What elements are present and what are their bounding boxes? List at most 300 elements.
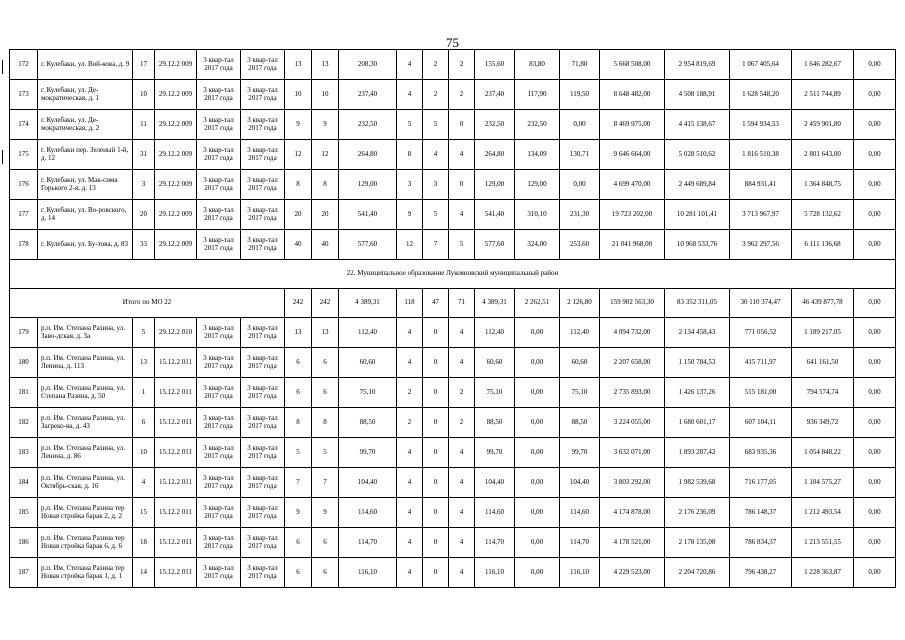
rooms-cell: 4 (397, 80, 423, 110)
relocated-area-cell: 114,60 (475, 498, 515, 528)
total-cost-cell: 3 803 292,00 (600, 468, 665, 498)
region-cost-cell: 1 816 510,38 (730, 140, 792, 170)
rooms-municipal-cell: 4 (449, 318, 475, 348)
table-row (10, 378, 896, 408)
local-cost-cell: 1 212 493,54 (792, 498, 854, 528)
other-cost-cell: 0,00 (854, 528, 896, 558)
deadline-quarter-cell: 3 квар-тал 2017 года (241, 230, 285, 260)
date-cell: 15.12.2 011 (155, 558, 197, 588)
table-row (10, 528, 896, 558)
rooms-municipal-cell: 0 (449, 170, 475, 200)
relocated-area-cell: 155,60 (475, 50, 515, 80)
fund-cost-cell: 4 415 138,67 (665, 110, 730, 140)
relocated-cell: 13 (312, 318, 339, 348)
region-cost-cell: 3 713 967,97 (730, 200, 792, 230)
total-area2: 4 389,31 (475, 289, 515, 318)
address-cell: г. Кулебаки, ул. Бу-това, д. 83 (38, 230, 133, 260)
rooms-owned-cell: 2 (423, 50, 449, 80)
margin-mark (2, 150, 3, 164)
relocated-cell: 8 (312, 170, 339, 200)
plan-quarter-cell: 3 квар-тал 2017 года (197, 408, 241, 438)
region-cost-cell: 1 594 934,53 (730, 110, 792, 140)
local-cost-cell: 1 213 551,55 (792, 528, 854, 558)
other-cost-cell: 0,00 (854, 318, 896, 348)
owned-area-cell: 0,00 (515, 438, 560, 468)
local-cost-cell: 1 189 217,05 (792, 318, 854, 348)
total-cost-cell: 2 207 658,00 (600, 348, 665, 378)
date-cell: 29.12.2 009 (155, 140, 197, 170)
total-area-cell: 237,40 (339, 80, 397, 110)
total-area-cell: 541,40 (339, 200, 397, 230)
building-count-cell: 6 (133, 408, 155, 438)
other-cost-cell: 0,00 (854, 200, 896, 230)
owned-area-cell: 83,80 (515, 50, 560, 80)
residents-cell: 8 (285, 170, 312, 200)
rooms-owned-cell: 5 (423, 110, 449, 140)
deadline-quarter-cell: 3 квар-тал 2017 года (241, 140, 285, 170)
total-k2: 47 (423, 289, 449, 318)
total-area-cell: 114,70 (339, 528, 397, 558)
owned-area-cell: 310,10 (515, 200, 560, 230)
local-cost-cell: 794 574,74 (792, 378, 854, 408)
date-cell: 15.12.2 011 (155, 528, 197, 558)
residents-cell: 5 (285, 438, 312, 468)
residents-cell: 8 (285, 408, 312, 438)
residents-cell: 10 (285, 80, 312, 110)
relocated-cell: 20 (312, 200, 339, 230)
total-row (10, 289, 896, 318)
plan-quarter-cell: 3 квар-тал 2017 года (197, 230, 241, 260)
relocated-cell: 13 (312, 50, 339, 80)
rooms-municipal-cell: 4 (449, 498, 475, 528)
address-cell: р.п. Им. Степана Разина, ул. Ленина, д. 113 (38, 348, 133, 378)
relocated-area-cell: 577,60 (475, 230, 515, 260)
owned-area-cell: 117,90 (515, 80, 560, 110)
residents-cell: 20 (285, 200, 312, 230)
relocated-cell: 6 (312, 558, 339, 588)
deadline-quarter-cell: 3 квар-тал 2017 года (241, 498, 285, 528)
row-number: 181 (10, 378, 38, 408)
address-cell: р.п. Им. Степана Разина, ул. Октябрь-ская, д. 16 (38, 468, 133, 498)
local-cost-cell: 1 228 363,87 (792, 558, 854, 588)
owned-area-cell: 0,00 (515, 498, 560, 528)
plan-quarter-cell: 3 квар-тал 2017 года (197, 200, 241, 230)
plan-quarter-cell: 3 квар-тал 2017 года (197, 318, 241, 348)
table-row (10, 230, 896, 260)
fund-cost-cell: 2 178 135,08 (665, 528, 730, 558)
rooms-cell: 8 (397, 140, 423, 170)
relocated-area-cell: 104,40 (475, 468, 515, 498)
local-cost-cell: 2 459 901,80 (792, 110, 854, 140)
row-number: 177 (10, 200, 38, 230)
deadline-quarter-cell: 3 квар-тал 2017 года (241, 200, 285, 230)
building-count-cell: 13 (133, 348, 155, 378)
rooms-municipal-cell: 2 (449, 80, 475, 110)
total-cost-cell: 4 094 732,00 (600, 318, 665, 348)
rooms-owned-cell: 4 (423, 140, 449, 170)
total-c1: 242 (285, 289, 312, 318)
table-row (10, 318, 896, 348)
municipal-area-cell: 130,71 (560, 140, 600, 170)
table-row (10, 438, 896, 468)
building-count-cell: 3 (133, 170, 155, 200)
date-cell: 15.12.2 011 (155, 378, 197, 408)
region-cost-cell: 786 834,37 (730, 528, 792, 558)
total-z: 0,00 (854, 289, 896, 318)
fund-cost-cell: 1 150 784,53 (665, 348, 730, 378)
plan-quarter-cell: 3 квар-тал 2017 года (197, 528, 241, 558)
municipal-area-cell: 114,60 (560, 498, 600, 528)
table-row (10, 140, 896, 170)
date-cell: 29.12.2 010 (155, 318, 197, 348)
total-c2: 242 (312, 289, 339, 318)
other-cost-cell: 0,00 (854, 408, 896, 438)
table-row (10, 200, 896, 230)
rooms-owned-cell: 0 (423, 528, 449, 558)
rooms-municipal-cell: 4 (449, 200, 475, 230)
relocated-cell: 8 (312, 408, 339, 438)
row-number: 178 (10, 230, 38, 260)
plan-quarter-cell: 3 квар-тал 2017 года (197, 558, 241, 588)
region-cost-cell: 515 181,00 (730, 378, 792, 408)
other-cost-cell: 0,00 (854, 50, 896, 80)
building-count-cell: 15 (133, 498, 155, 528)
rooms-owned-cell: 0 (423, 438, 449, 468)
building-count-cell: 31 (133, 140, 155, 170)
rooms-municipal-cell: 4 (449, 558, 475, 588)
fund-cost-cell: 2 204 720,86 (665, 558, 730, 588)
relocated-area-cell: 60,60 (475, 348, 515, 378)
local-cost-cell: 1 646 282,67 (792, 50, 854, 80)
rooms-municipal-cell: 2 (449, 408, 475, 438)
municipal-area-cell: 253,60 (560, 230, 600, 260)
rooms-municipal-cell: 4 (449, 140, 475, 170)
total-area-cell: 264,80 (339, 140, 397, 170)
residents-cell: 6 (285, 558, 312, 588)
relocated-cell: 5 (312, 438, 339, 468)
rooms-owned-cell: 0 (423, 408, 449, 438)
municipal-area-cell: 99,70 (560, 438, 600, 468)
fund-cost-cell: 2 134 458,43 (665, 318, 730, 348)
building-count-cell: 4 (133, 468, 155, 498)
table-row (10, 468, 896, 498)
deadline-quarter-cell: 3 квар-тал 2017 года (241, 558, 285, 588)
other-cost-cell: 0,00 (854, 378, 896, 408)
relocated-area-cell: 99,70 (475, 438, 515, 468)
total-m3: 30 110 374,47 (730, 289, 792, 318)
other-cost-cell: 0,00 (854, 110, 896, 140)
local-cost-cell: 641 161,50 (792, 348, 854, 378)
relocated-cell: 9 (312, 110, 339, 140)
building-count-cell: 10 (133, 438, 155, 468)
row-number: 184 (10, 468, 38, 498)
building-count-cell: 10 (133, 80, 155, 110)
other-cost-cell: 0,00 (854, 468, 896, 498)
relocated-area-cell: 88,50 (475, 408, 515, 438)
rooms-cell: 2 (397, 408, 423, 438)
rooms-cell: 12 (397, 230, 423, 260)
owned-area-cell: 324,00 (515, 230, 560, 260)
municipal-area-cell: 231,30 (560, 200, 600, 230)
local-cost-cell: 2 511 744,89 (792, 80, 854, 110)
table-row (10, 110, 896, 140)
owned-area-cell: 232,50 (515, 110, 560, 140)
owned-area-cell: 0,00 (515, 348, 560, 378)
other-cost-cell: 0,00 (854, 80, 896, 110)
local-cost-cell: 1 104 575,27 (792, 468, 854, 498)
other-cost-cell: 0,00 (854, 140, 896, 170)
total-cost-cell: 8 648 482,00 (600, 80, 665, 110)
total-area-cell: 116,10 (339, 558, 397, 588)
table-row (10, 498, 896, 528)
total-cost-cell: 9 646 664,00 (600, 140, 665, 170)
building-count-cell: 11 (133, 110, 155, 140)
relocated-cell: 9 (312, 498, 339, 528)
section-header-row (10, 260, 896, 289)
deadline-quarter-cell: 3 квар-тал 2017 года (241, 378, 285, 408)
rooms-cell: 9 (397, 200, 423, 230)
region-cost-cell: 716 177,05 (730, 468, 792, 498)
fund-cost-cell: 2 954 819,69 (665, 50, 730, 80)
address-cell: р.п. Им. Степана Разина, ул. Заво-дская, д. 3а (38, 318, 133, 348)
address-cell: г. Кулебаки, ул. Де-мократическая, д. 2 (38, 110, 133, 140)
deadline-quarter-cell: 3 квар-тал 2017 года (241, 170, 285, 200)
deadline-quarter-cell: 3 квар-тал 2017 года (241, 318, 285, 348)
total-cost-cell: 19 723 202,00 (600, 200, 665, 230)
address-cell: р.п. Им. Степана Разина тер Новая стройка барак 1, д. 1 (38, 558, 133, 588)
other-cost-cell: 0,00 (854, 348, 896, 378)
deadline-quarter-cell: 3 квар-тал 2017 года (241, 348, 285, 378)
rooms-cell: 5 (397, 110, 423, 140)
total-cost-cell: 2 735 893,00 (600, 378, 665, 408)
total-s2: 2 126,80 (560, 289, 600, 318)
table-row (10, 558, 896, 588)
total-label: Итого по МО 22 (10, 289, 285, 318)
residents-cell: 13 (285, 318, 312, 348)
local-cost-cell: 1 054 848,22 (792, 438, 854, 468)
region-cost-cell: 796 438,27 (730, 558, 792, 588)
total-cost-cell: 5 668 508,00 (600, 50, 665, 80)
total-area-cell: 99,70 (339, 438, 397, 468)
total-area-cell: 88,50 (339, 408, 397, 438)
plan-quarter-cell: 3 квар-тал 2017 года (197, 50, 241, 80)
relocated-area-cell: 541,40 (475, 200, 515, 230)
date-cell: 29.12.2 009 (155, 80, 197, 110)
row-number: 186 (10, 528, 38, 558)
total-k1: 118 (397, 289, 423, 318)
region-cost-cell: 683 935,36 (730, 438, 792, 468)
total-cost-cell: 4 178 521,00 (600, 528, 665, 558)
total-area-cell: 114,60 (339, 498, 397, 528)
rooms-cell: 4 (397, 318, 423, 348)
table-row (10, 50, 896, 80)
address-cell: г. Кулебаки, ул. Де-мократическая, д. 1 (38, 80, 133, 110)
rooms-owned-cell: 0 (423, 378, 449, 408)
relocated-area-cell: 264,80 (475, 140, 515, 170)
fund-cost-cell: 1 680 601,17 (665, 408, 730, 438)
fund-cost-cell: 1 893 287,42 (665, 438, 730, 468)
rooms-municipal-cell: 5 (449, 230, 475, 260)
region-cost-cell: 1 628 548,20 (730, 80, 792, 110)
relocated-cell: 6 (312, 348, 339, 378)
municipal-area-cell: 71,80 (560, 50, 600, 80)
rooms-cell: 4 (397, 558, 423, 588)
plan-quarter-cell: 3 квар-тал 2017 года (197, 110, 241, 140)
rooms-cell: 4 (397, 50, 423, 80)
row-number: 176 (10, 170, 38, 200)
fund-cost-cell: 1 982 539,68 (665, 468, 730, 498)
rooms-cell: 2 (397, 378, 423, 408)
address-cell: р.п. Им. Степана Разина тер Новая стройка барак 2, д. 2 (38, 498, 133, 528)
date-cell: 15.12.2 011 (155, 468, 197, 498)
owned-area-cell: 134,09 (515, 140, 560, 170)
owned-area-cell: 0,00 (515, 528, 560, 558)
municipal-area-cell: 0,00 (560, 170, 600, 200)
total-area-cell: 577,60 (339, 230, 397, 260)
plan-quarter-cell: 3 квар-тал 2017 года (197, 468, 241, 498)
owned-area-cell: 0,00 (515, 468, 560, 498)
address-cell: р.п. Им. Степана Разина, ул. Степана Разина, д. 50 (38, 378, 133, 408)
relocated-cell: 7 (312, 468, 339, 498)
local-cost-cell: 1 364 848,75 (792, 170, 854, 200)
total-area-cell: 112,40 (339, 318, 397, 348)
total-cost-cell: 21 041 968,00 (600, 230, 665, 260)
row-number: 183 (10, 438, 38, 468)
total-area-cell: 232,50 (339, 110, 397, 140)
plan-quarter-cell: 3 квар-тал 2017 года (197, 438, 241, 468)
owned-area-cell: 0,00 (515, 558, 560, 588)
date-cell: 15.12.2 011 (155, 498, 197, 528)
municipal-area-cell: 88,50 (560, 408, 600, 438)
address-cell: р.п. Им. Степана Разина тер Новая стройка барак 6, д. 6 (38, 528, 133, 558)
relocated-cell: 6 (312, 378, 339, 408)
row-number: 173 (10, 80, 38, 110)
rooms-municipal-cell: 4 (449, 438, 475, 468)
rows-before-section (10, 50, 896, 260)
date-cell: 29.12.2 009 (155, 230, 197, 260)
building-count-cell: 18 (133, 528, 155, 558)
table-row (10, 80, 896, 110)
table-row (10, 170, 896, 200)
plan-quarter-cell: 3 квар-тал 2017 года (197, 170, 241, 200)
residents-cell: 6 (285, 528, 312, 558)
table-row (10, 348, 896, 378)
total-cost-cell: 4 229 523,00 (600, 558, 665, 588)
fund-cost-cell: 2 176 236,09 (665, 498, 730, 528)
deadline-quarter-cell: 3 квар-тал 2017 года (241, 468, 285, 498)
residents-cell: 6 (285, 348, 312, 378)
rooms-cell: 4 (397, 348, 423, 378)
local-cost-cell: 936 349,72 (792, 408, 854, 438)
plan-quarter-cell: 3 квар-тал 2017 года (197, 348, 241, 378)
date-cell: 15.12.2 011 (155, 438, 197, 468)
relocated-cell: 40 (312, 230, 339, 260)
municipal-area-cell: 116,10 (560, 558, 600, 588)
rooms-cell: 3 (397, 170, 423, 200)
rooms-municipal-cell: 2 (449, 378, 475, 408)
row-number: 174 (10, 110, 38, 140)
building-count-cell: 17 (133, 50, 155, 80)
total-area1: 4 389,31 (339, 289, 397, 318)
building-count-cell: 1 (133, 378, 155, 408)
residents-cell: 9 (285, 110, 312, 140)
total-m1: 159 902 563,30 (600, 289, 665, 318)
residents-cell: 7 (285, 468, 312, 498)
section-title: 22. Муниципальное образование Лукояновский муниципальный район (10, 260, 896, 289)
row-number: 182 (10, 408, 38, 438)
total-area-cell: 60,60 (339, 348, 397, 378)
total-cost-cell: 3 224 055,00 (600, 408, 665, 438)
address-cell: р.п. Им. Степана Разина, ул. Загреко-ва, д. 43 (38, 408, 133, 438)
other-cost-cell: 0,00 (854, 498, 896, 528)
total-m4: 46 439 877,78 (792, 289, 854, 318)
fund-cost-cell: 10 968 533,76 (665, 230, 730, 260)
rooms-owned-cell: 2 (423, 80, 449, 110)
local-cost-cell: 5 728 132,62 (792, 200, 854, 230)
total-cost-cell: 3 632 071,00 (600, 438, 665, 468)
municipal-area-cell: 112,40 (560, 318, 600, 348)
plan-quarter-cell: 3 квар-тал 2017 года (197, 378, 241, 408)
address-cell: г. Кулебаки, ул. Во-ровского, д. 14 (38, 200, 133, 230)
deadline-quarter-cell: 3 квар-тал 2017 года (241, 80, 285, 110)
rooms-owned-cell: 3 (423, 170, 449, 200)
row-number: 187 (10, 558, 38, 588)
rooms-owned-cell: 5 (423, 200, 449, 230)
owned-area-cell: 129,00 (515, 170, 560, 200)
row-number: 172 (10, 50, 38, 80)
address-cell: р.п. Им. Степана Разина, ул. Ленина, д. 86 (38, 438, 133, 468)
fund-cost-cell: 2 449 689,84 (665, 170, 730, 200)
total-m2: 83 352 311,05 (665, 289, 730, 318)
local-cost-cell: 2 801 643,00 (792, 140, 854, 170)
residents-cell: 13 (285, 50, 312, 80)
municipal-area-cell: 119,50 (560, 80, 600, 110)
other-cost-cell: 0,00 (854, 558, 896, 588)
address-cell: г. Кулебаки пер. Зеленый 1-й, д. 12 (38, 140, 133, 170)
other-cost-cell: 0,00 (854, 438, 896, 468)
municipal-area-cell: 0,00 (560, 110, 600, 140)
row-number: 179 (10, 318, 38, 348)
rooms-municipal-cell: 4 (449, 468, 475, 498)
region-cost-cell: 415 711,97 (730, 348, 792, 378)
address-cell: г. Кулебаки, ул. Мак-сима Горького 2-я, д. 13 (38, 170, 133, 200)
rooms-owned-cell: 0 (423, 498, 449, 528)
building-count-cell: 5 (133, 318, 155, 348)
row-number: 185 (10, 498, 38, 528)
region-cost-cell: 884 931,41 (730, 170, 792, 200)
rooms-owned-cell: 0 (423, 468, 449, 498)
rooms-cell: 4 (397, 498, 423, 528)
rooms-cell: 4 (397, 438, 423, 468)
deadline-quarter-cell: 3 квар-тал 2017 года (241, 408, 285, 438)
region-cost-cell: 1 067 405,64 (730, 50, 792, 80)
deadline-quarter-cell: 3 квар-тал 2017 года (241, 110, 285, 140)
total-area-cell: 129,00 (339, 170, 397, 200)
relocated-cell: 10 (312, 80, 339, 110)
total-area-cell: 208,30 (339, 50, 397, 80)
rooms-municipal-cell: 0 (449, 110, 475, 140)
total-cost-cell: 4 174 878,00 (600, 498, 665, 528)
rooms-municipal-cell: 2 (449, 50, 475, 80)
date-cell: 29.12.2 009 (155, 170, 197, 200)
rooms-municipal-cell: 4 (449, 528, 475, 558)
municipal-area-cell: 114,70 (560, 528, 600, 558)
building-count-cell: 33 (133, 230, 155, 260)
date-cell: 15.12.2 011 (155, 348, 197, 378)
total-area-cell: 104,40 (339, 468, 397, 498)
margin-mark (2, 60, 3, 74)
rooms-owned-cell: 0 (423, 318, 449, 348)
